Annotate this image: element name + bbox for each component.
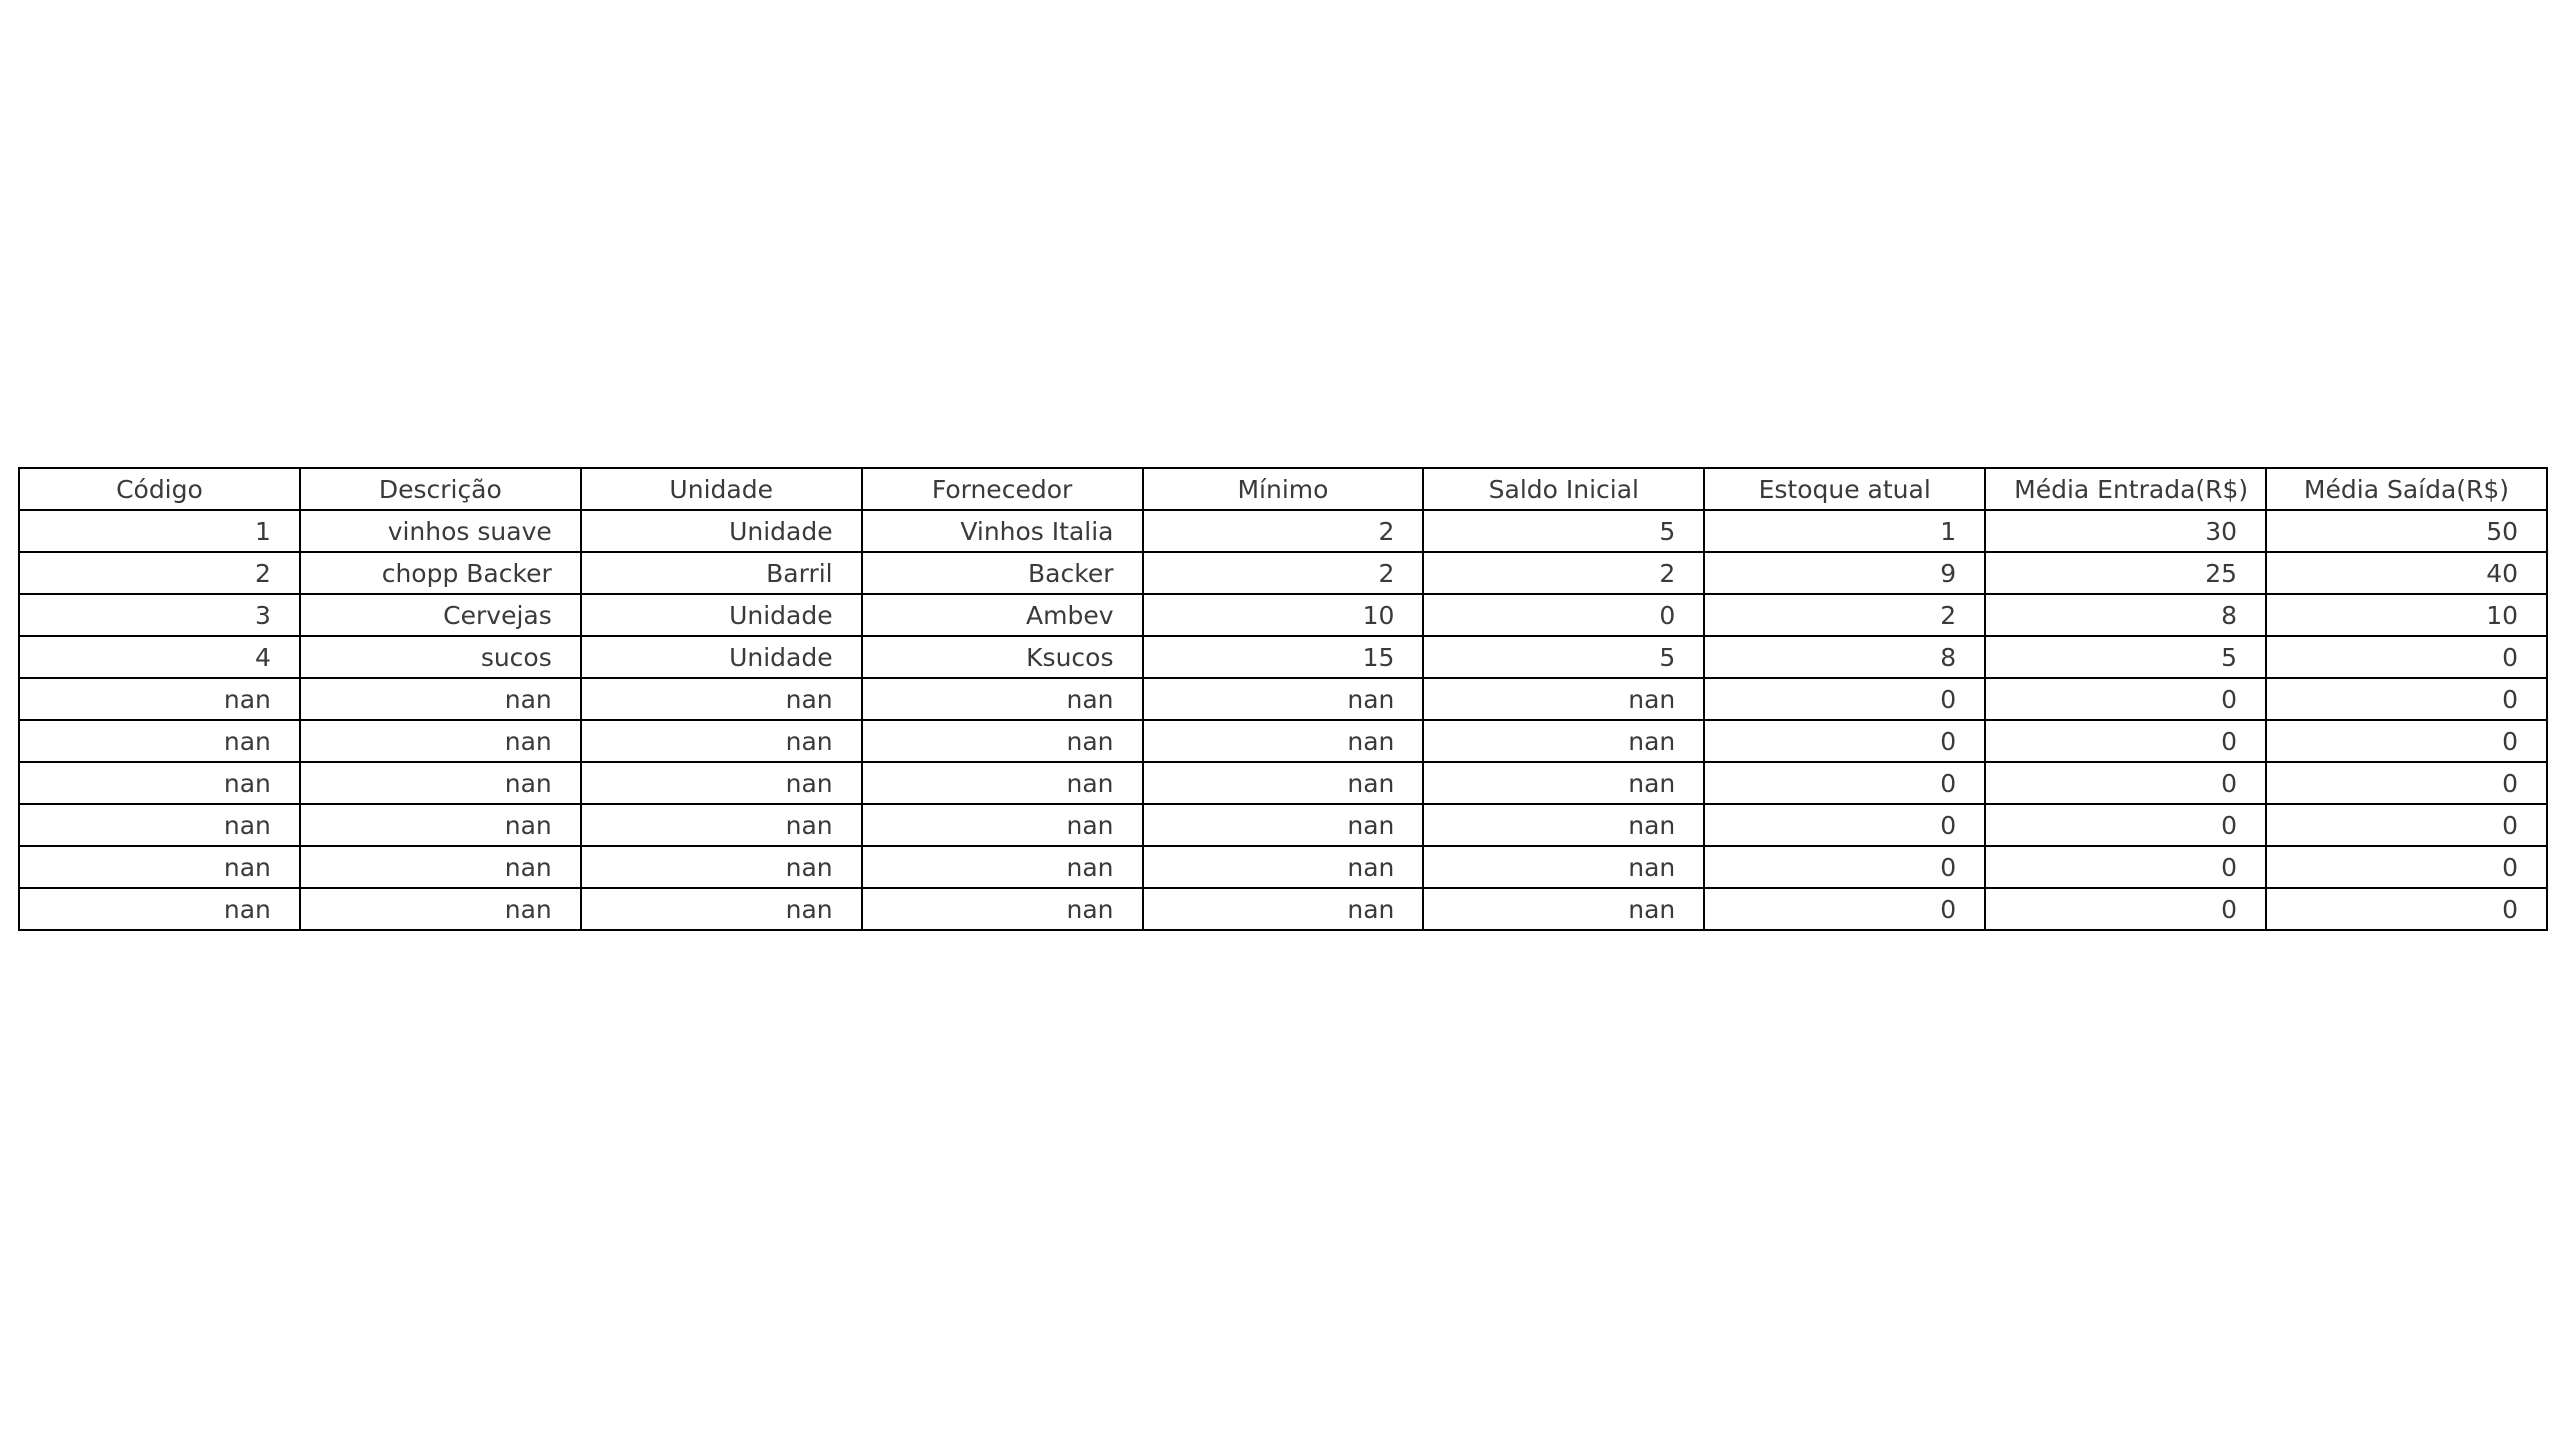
table-cell: 0 bbox=[2266, 888, 2547, 930]
table-cell: nan bbox=[19, 720, 300, 762]
table-cell: nan bbox=[300, 720, 581, 762]
table-cell: Ksucos bbox=[862, 636, 1143, 678]
table-cell: Barril bbox=[581, 552, 862, 594]
table-cell: 4 bbox=[19, 636, 300, 678]
table-cell: 0 bbox=[1704, 804, 1985, 846]
column-header: Média Saída(R$) bbox=[2266, 468, 2547, 510]
column-header: Unidade bbox=[581, 468, 862, 510]
table-row bbox=[19, 888, 2547, 930]
table-cell: nan bbox=[19, 678, 300, 720]
table-cell: nan bbox=[1143, 846, 1424, 888]
table-cell: Cervejas bbox=[300, 594, 581, 636]
table-cell: 0 bbox=[2266, 846, 2547, 888]
table-cell: 0 bbox=[2266, 678, 2547, 720]
table-cell: 15 bbox=[1143, 636, 1424, 678]
table-cell: nan bbox=[1143, 762, 1424, 804]
table-cell: nan bbox=[1143, 804, 1424, 846]
column-header: Estoque atual bbox=[1704, 468, 1985, 510]
table-cell: 5 bbox=[1423, 510, 1704, 552]
column-header: Média Entrada(R$) bbox=[1985, 468, 2266, 510]
table-cell: 0 bbox=[1704, 762, 1985, 804]
table-cell: 1 bbox=[19, 510, 300, 552]
table-cell: nan bbox=[300, 888, 581, 930]
table-cell: 0 bbox=[1704, 678, 1985, 720]
table-cell: nan bbox=[1423, 678, 1704, 720]
table-row bbox=[19, 636, 2547, 678]
table-cell: 0 bbox=[1423, 594, 1704, 636]
table-cell: nan bbox=[581, 720, 862, 762]
table-cell: 8 bbox=[1985, 594, 2266, 636]
column-header: Saldo Inicial bbox=[1423, 468, 1704, 510]
table-cell: Unidade bbox=[581, 510, 862, 552]
table-cell: 0 bbox=[2266, 804, 2547, 846]
column-header: Código bbox=[19, 468, 300, 510]
table-cell: 2 bbox=[19, 552, 300, 594]
table-cell: nan bbox=[862, 846, 1143, 888]
table-cell: 0 bbox=[1985, 846, 2266, 888]
table-cell: nan bbox=[1423, 804, 1704, 846]
table-cell: nan bbox=[1423, 888, 1704, 930]
table-cell: nan bbox=[862, 888, 1143, 930]
table-cell: Unidade bbox=[581, 594, 862, 636]
table-cell: nan bbox=[1143, 888, 1424, 930]
table-cell: 0 bbox=[1985, 762, 2266, 804]
table-cell: 5 bbox=[1985, 636, 2266, 678]
table-cell: nan bbox=[862, 720, 1143, 762]
table-cell: 0 bbox=[1704, 846, 1985, 888]
table-cell: 10 bbox=[1143, 594, 1424, 636]
table-cell: 0 bbox=[1985, 720, 2266, 762]
table-cell: 5 bbox=[1423, 636, 1704, 678]
table-cell: nan bbox=[581, 888, 862, 930]
table-cell: nan bbox=[300, 678, 581, 720]
table-cell: 0 bbox=[1704, 720, 1985, 762]
table-cell: nan bbox=[19, 762, 300, 804]
table-cell: nan bbox=[862, 678, 1143, 720]
table-header-row bbox=[19, 468, 2547, 510]
table-cell: Ambev bbox=[862, 594, 1143, 636]
table-row bbox=[19, 762, 2547, 804]
table-cell: nan bbox=[19, 804, 300, 846]
table-cell: vinhos suave bbox=[300, 510, 581, 552]
table-cell: 0 bbox=[2266, 720, 2547, 762]
table-cell: nan bbox=[1143, 678, 1424, 720]
table-row bbox=[19, 804, 2547, 846]
table-cell: 9 bbox=[1704, 552, 1985, 594]
table-cell: nan bbox=[581, 846, 862, 888]
table-cell: 2 bbox=[1143, 552, 1424, 594]
column-header: Mínimo bbox=[1143, 468, 1424, 510]
table-cell: nan bbox=[581, 762, 862, 804]
table-cell: 25 bbox=[1985, 552, 2266, 594]
table-cell: nan bbox=[300, 804, 581, 846]
table-row bbox=[19, 678, 2547, 720]
table-cell: nan bbox=[1143, 720, 1424, 762]
table-row bbox=[19, 720, 2547, 762]
table-cell: 2 bbox=[1704, 594, 1985, 636]
table-cell: 8 bbox=[1704, 636, 1985, 678]
table-cell: nan bbox=[862, 762, 1143, 804]
table-cell: chopp Backer bbox=[300, 552, 581, 594]
table-cell: 1 bbox=[1704, 510, 1985, 552]
table-cell: nan bbox=[581, 804, 862, 846]
table-cell: 0 bbox=[1704, 888, 1985, 930]
table-cell: 0 bbox=[2266, 636, 2547, 678]
table-cell: 10 bbox=[2266, 594, 2547, 636]
table-cell: 50 bbox=[2266, 510, 2547, 552]
table-row bbox=[19, 552, 2547, 594]
table-cell: 2 bbox=[1143, 510, 1424, 552]
table-row bbox=[19, 846, 2547, 888]
table-cell: nan bbox=[300, 762, 581, 804]
table-row bbox=[19, 510, 2547, 552]
table-cell: Unidade bbox=[581, 636, 862, 678]
table-cell: nan bbox=[19, 888, 300, 930]
table-cell: 0 bbox=[1985, 888, 2266, 930]
table-body bbox=[19, 510, 2547, 930]
table-cell: nan bbox=[862, 804, 1143, 846]
table-cell: 40 bbox=[2266, 552, 2547, 594]
stock-table bbox=[18, 467, 2548, 931]
table-cell: 2 bbox=[1423, 552, 1704, 594]
table-cell: Vinhos Italia bbox=[862, 510, 1143, 552]
table-cell: sucos bbox=[300, 636, 581, 678]
table-cell: Backer bbox=[862, 552, 1143, 594]
table-row bbox=[19, 594, 2547, 636]
table-cell: nan bbox=[300, 846, 581, 888]
table-cell: nan bbox=[1423, 762, 1704, 804]
table-cell: 3 bbox=[19, 594, 300, 636]
column-header: Fornecedor bbox=[862, 468, 1143, 510]
table-cell: 0 bbox=[1985, 804, 2266, 846]
table-cell: 0 bbox=[1985, 678, 2266, 720]
table-cell: 0 bbox=[2266, 762, 2547, 804]
table-cell: nan bbox=[581, 678, 862, 720]
table-cell: 30 bbox=[1985, 510, 2266, 552]
table-cell: nan bbox=[1423, 720, 1704, 762]
table-cell: nan bbox=[1423, 846, 1704, 888]
column-header: Descrição bbox=[300, 468, 581, 510]
table-cell: nan bbox=[19, 846, 300, 888]
